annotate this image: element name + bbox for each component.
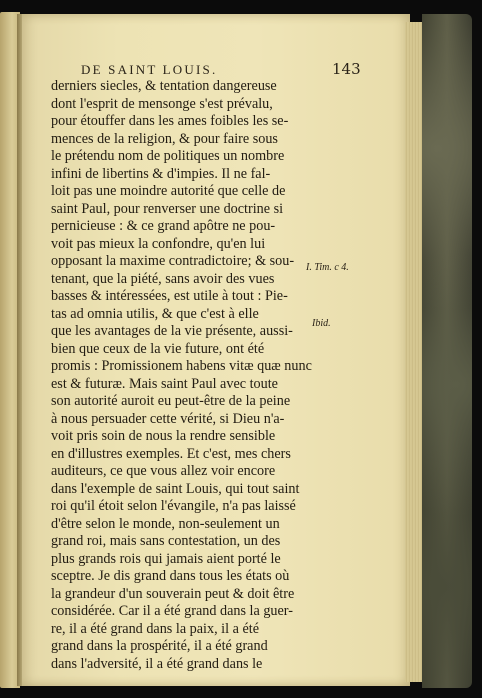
text-line: le prétendu nom de politiques un nombre bbox=[51, 148, 285, 164]
text-line: dans l'exemple de saint Louis, qui tout saint bbox=[51, 480, 300, 497]
text-line: sceptre. Je dis grand dans tous les états où bbox=[51, 568, 290, 584]
text-line: saint Paul, pour renverser une doctrine si bbox=[51, 200, 284, 217]
body-text bbox=[51, 78, 311, 673]
text-line: à nous persuader cette vérité, si Dieu n'a- bbox=[51, 410, 285, 427]
text-line: en d'illustres exemples. Et c'est, mes chers bbox=[51, 445, 291, 462]
running-head: DE SAINT LOUIS. bbox=[81, 62, 218, 77]
text-line: roi qu'il étoit selon l'évangile, n'a pas laissé bbox=[51, 498, 296, 514]
text-line: promis : Promissionem habens vitæ quæ nunc bbox=[51, 358, 312, 374]
text-line: dont l'esprit de mensonge s'est prévalu, bbox=[51, 95, 273, 112]
text-line: mences de la religion, & pour faire sous bbox=[51, 130, 278, 147]
text-line: son autorité auroit eu peut-être de la peine bbox=[51, 393, 291, 409]
text-line: tenant, que la piété, sans avoir des vues bbox=[51, 270, 275, 287]
text-line: dans l'adversité, il a été grand dans le bbox=[51, 655, 263, 672]
marbled-cover bbox=[422, 14, 472, 688]
text-line: plus grands rois qui jamais aient porté le bbox=[51, 550, 281, 567]
margin-note-ibid: Ibid. bbox=[312, 318, 331, 329]
page-number: 143 bbox=[332, 60, 361, 78]
text-line: pernicieuse : & ce grand apôtre ne pou- bbox=[51, 218, 276, 234]
text-line: loit pas une moindre autorité que celle de bbox=[51, 183, 286, 199]
text-line: infini de libertins & d'impies. Il ne fal- bbox=[51, 165, 271, 182]
text-line: voit pas mieux la confondre, qu'en lui bbox=[51, 235, 266, 252]
text-line: pour étouffer dans les ames foibles les se- bbox=[51, 113, 289, 129]
text-line: basses & intéressées, est utile à tout : Pie- bbox=[51, 288, 288, 304]
text-line: grand dans la prospérité, il a été grand bbox=[51, 638, 268, 654]
text-line: grand roi, mais sans contestation, un des bbox=[51, 533, 281, 549]
text-line: auditeurs, ce que vous allez voir encore bbox=[51, 463, 276, 479]
text-line: que les avantages de la vie présente, aussi- bbox=[51, 323, 293, 339]
text-line: derniers siecles, & tentation dangereuse bbox=[51, 78, 277, 94]
text-line: est & futuræ. Mais saint Paul avec toute bbox=[51, 375, 278, 392]
text-line: d'être selon le monde, non-seulement un bbox=[51, 515, 280, 532]
text-line: re, il a été grand dans la paix, il a été bbox=[51, 620, 259, 637]
text-line: tas ad omnia utilis, & que c'est à elle bbox=[51, 305, 259, 322]
text-line: considérée. Car il a été grand dans la guer- bbox=[51, 603, 293, 619]
text-line: la grandeur d'un souverain peut & doit être bbox=[51, 585, 295, 602]
text-line: voit pris soin de nous la rendre sensible bbox=[51, 428, 276, 444]
margin-note-timothy: I. Tim. c 4. bbox=[306, 262, 349, 273]
text-line: bien que ceux de la vie future, ont été bbox=[51, 340, 265, 357]
text-line: opposant la maxime contradictoire; & sou- bbox=[51, 253, 295, 269]
